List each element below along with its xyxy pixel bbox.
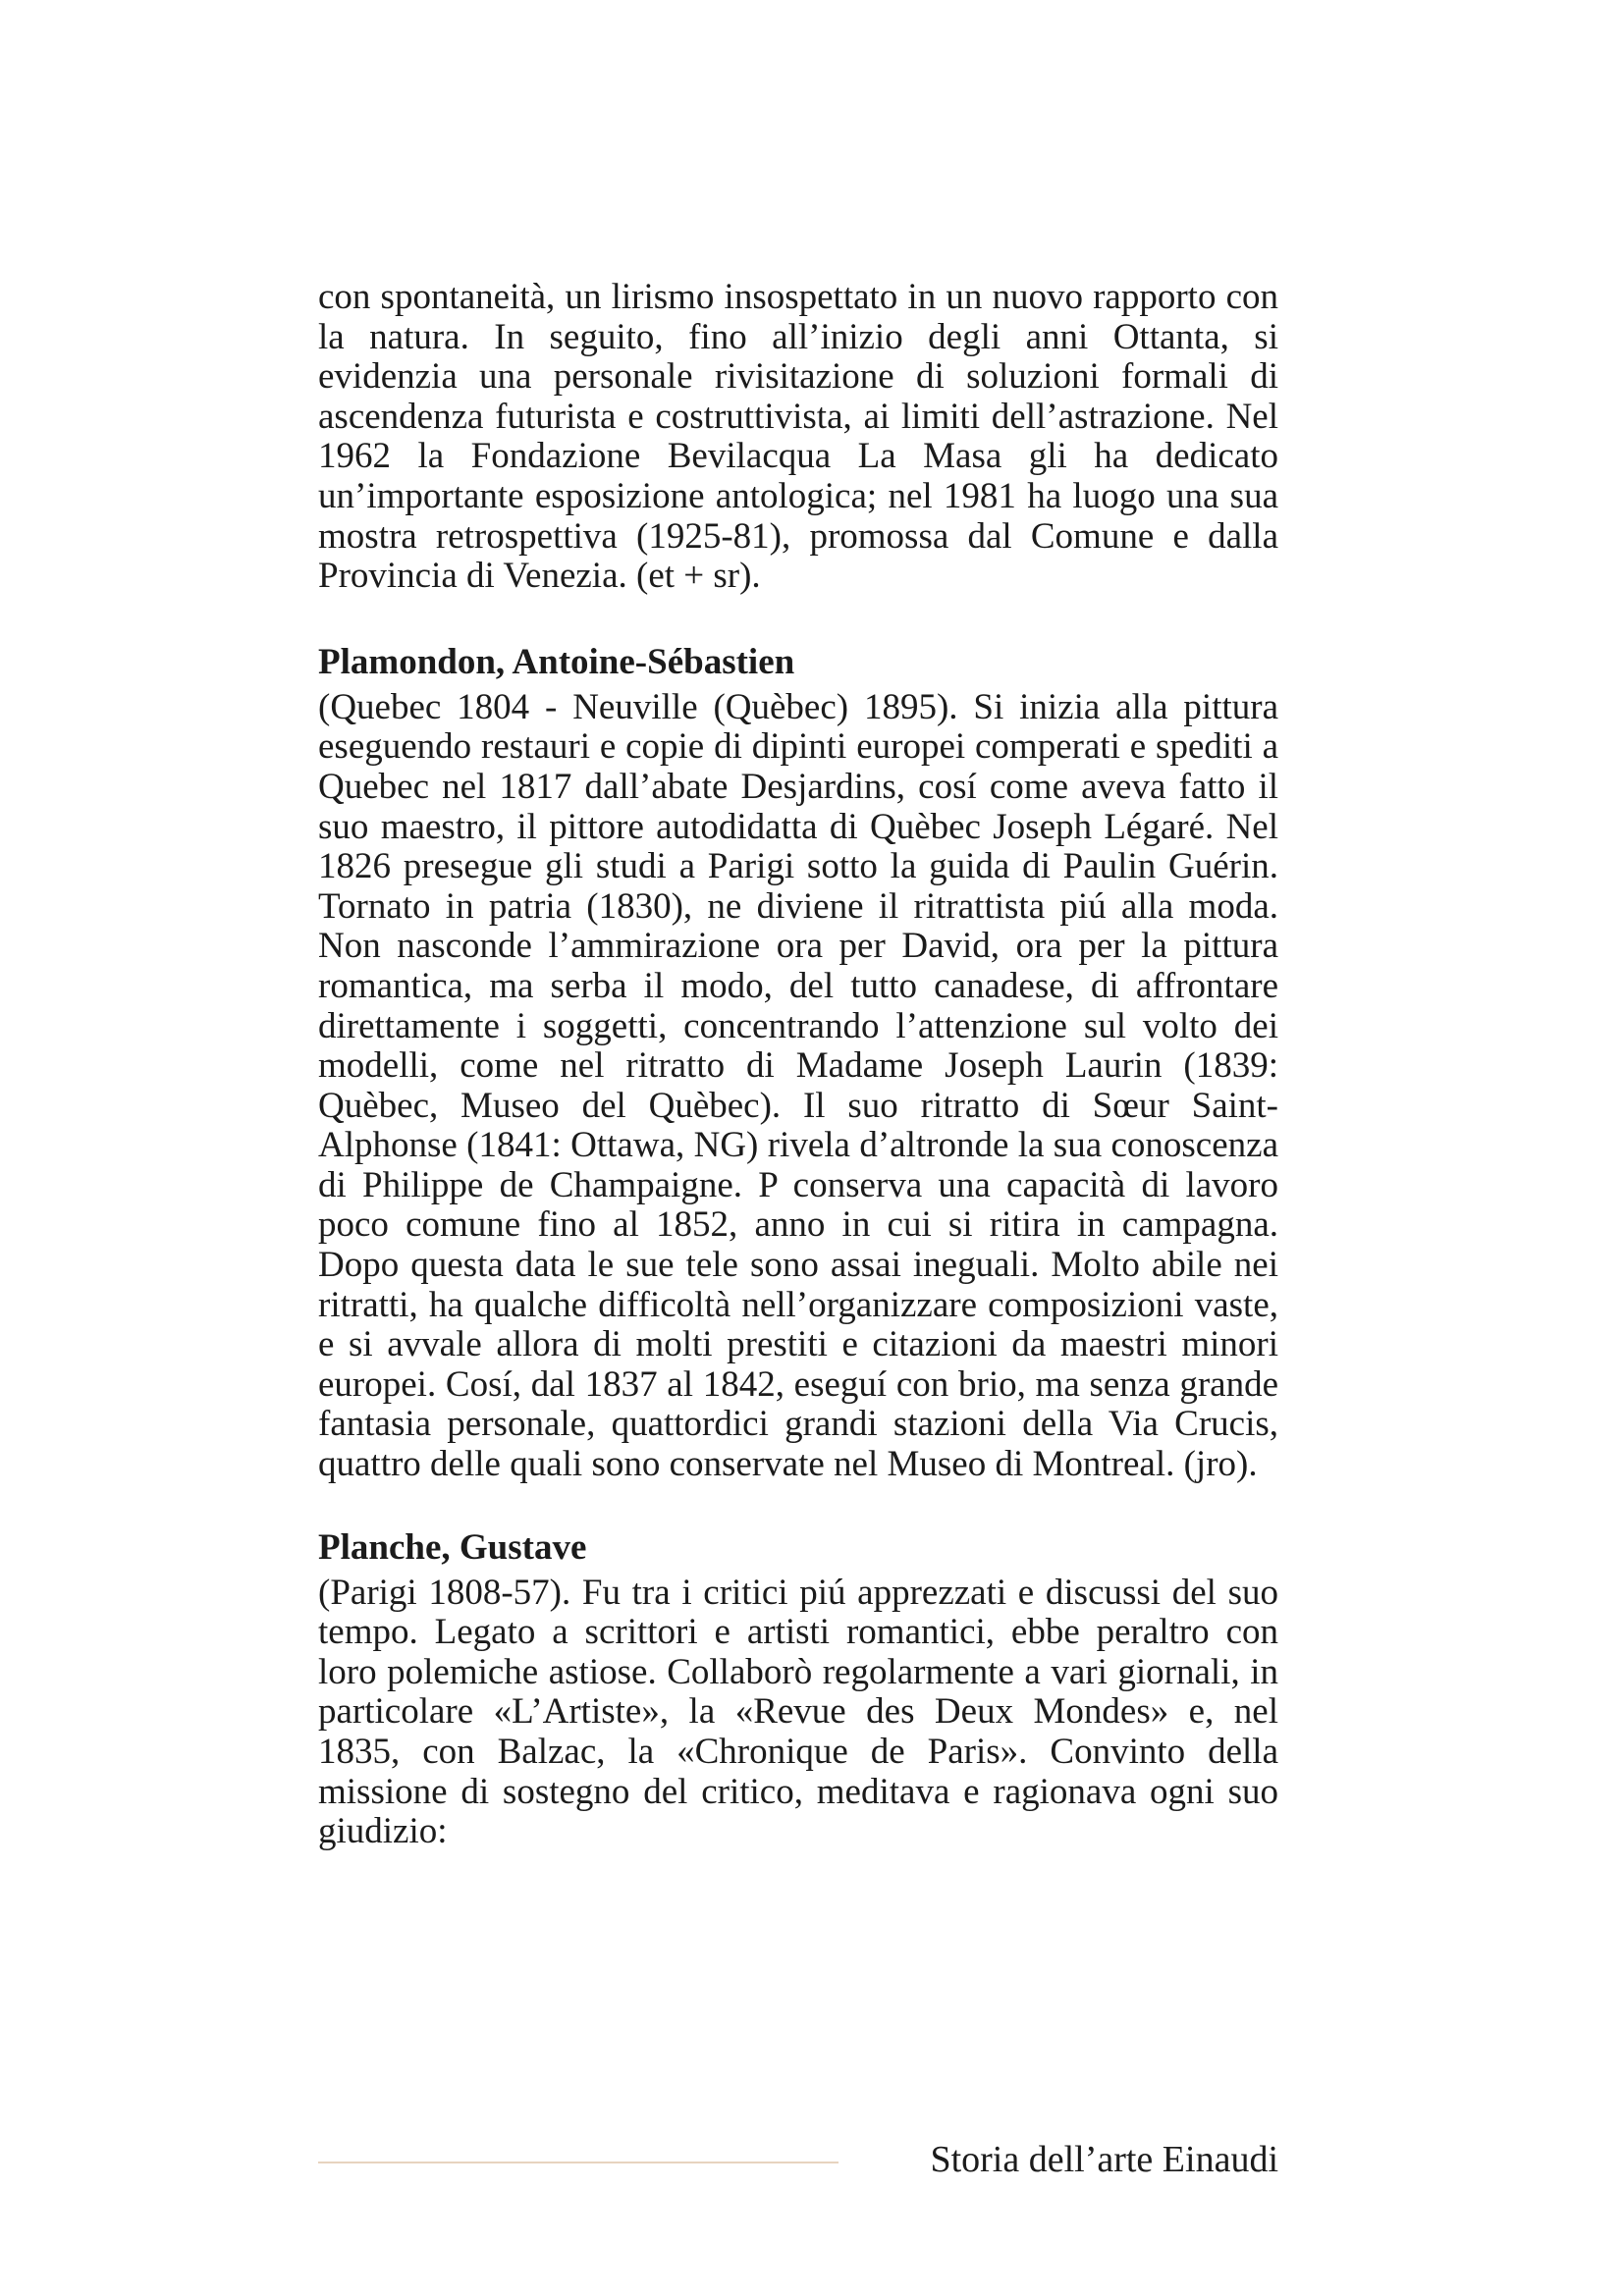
entry-heading-planche: Planche, Gustave	[318, 1526, 587, 1568]
entry-heading-plamondon: Plamondon, Antoine-Sébastien	[318, 641, 795, 682]
text-column	[318, 278, 1278, 1852]
footer-publication-title: Storia dell’arte Einaudi	[930, 2139, 1278, 2180]
footer-divider	[318, 2162, 839, 2163]
page-footer	[318, 2136, 1278, 2183]
entry-continuation-paragraph: con spontaneità, un lirismo insospettato in un nuovo rapporto con la natura. In seguito, fino all’inizio degli anni Ottanta, si evidenzia una personale rivisitazione di soluzioni formali di ascendenza futurista e costruttivista, ai limiti dell’astrazione. Nel 1962 la Fondazione Bevilacqua La Masa gli ha dedicato un’importante esposizione antologica; nel 1981 ha luogo una sua mostra retrospettiva (1925-81), promossa dal Comune e dalla Provincia di Venezia. (et + sr).	[318, 277, 1278, 597]
entry-paragraph-planche: (Parigi 1808-57). Fu tra i critici piú apprezzati e discussi del suo tempo. Legato a scrittori e artisti romantici, ebbe peraltro con loro polemiche astiose. Collaborò regolarmente a vari giornali, in particolare «L’Artiste», la «Revue des Deux Mondes» e, nel 1835, con Balzac, la «Chronique de Paris». Convinto della missione di sostegno del critico, meditava e ragionava ogni suo giudizio:	[318, 1572, 1278, 1852]
entry-paragraph-plamondon: (Quebec 1804 - Neuville (Quèbec) 1895). Si inizia alla pittura eseguendo restauri e copie di dipinti europei comperati e spediti a Quebec nel 1817 dall’abate Desjardins, cosí come aveva fatto il suo maestro, il pittore autodidatta di Quèbec Joseph Légaré. Nel 1826 presegue gli studi a Parigi sotto la guida di Paulin Guérin. Tornato in patria (1830), ne diviene il ritrattista piú alla moda. Non nasconde l’ammirazione ora per David, ora per la pittura romantica, ma serba il modo, del tutto canadese, di affrontare direttamente i soggetti, concentrando l’attenzione sul volto dei modelli, come nel ritratto di Madame Joseph Laurin (1839: Quèbec, Museo del Quèbec). Il suo ritratto di Sœur Saint-Alphonse (1841: Ottawa, NG) rivela d’altronde la sua conoscenza di Philippe de Champaigne. P conserva una capacità di lavoro poco comune fino al 1852, anno in cui si ritira in campagna. Dopo questa data le sue tele sono assai ineguali. Molto abile nei ritratti, ha qualche difficoltà nell’organizzare composizioni vaste, e si avvale allora di molti prestiti e citazioni da maestri minori europei. Cosí, dal 1837 al 1842, eseguí con brio, ma senza grande fantasia personale, quattordici grandi stazioni della Via Crucis, quattro delle quali sono conservate nel Museo di Montreal. (jro).	[318, 686, 1278, 1485]
